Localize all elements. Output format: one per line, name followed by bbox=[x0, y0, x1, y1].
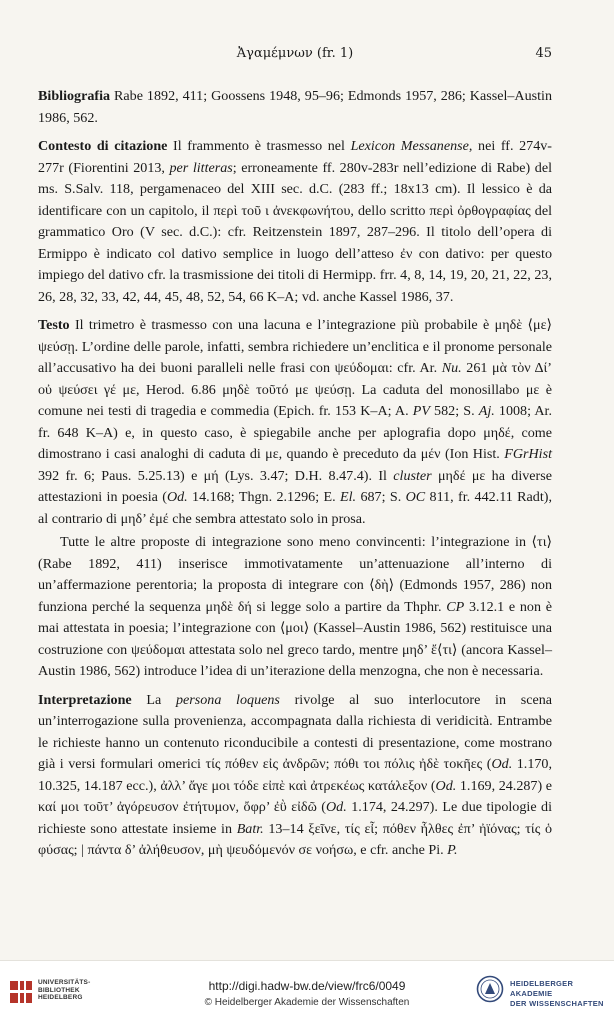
body-text: 1008; Ar. fr. 648 K–A) e, in questo caso, è spiegabile anche per aplografia dopo μηδέ, come dimostrano i casi analoghi di caduta di με, quando è preceduto da μέν (Ion Hist. bbox=[38, 403, 552, 462]
italic-text: Lexicon Messanense bbox=[350, 138, 469, 154]
library-name: UNIVERSITÄTS- BIBLIOTHEK HEIDELBERG bbox=[38, 979, 91, 1001]
academy-name: HEIDELBERGER AKADEMIE DER WISSENSCHAFTEN bbox=[510, 979, 604, 1008]
italic-text: persona loquens bbox=[175, 691, 280, 708]
section-heading: Contesto di citazione bbox=[38, 138, 168, 154]
body-text: 1.174, 24.297). Le due tipologie di richieste sono attestate insieme in bbox=[38, 799, 552, 837]
body-text: 1.170, 10.325, 14.187 ecc.), ἀλλ’ ἄγε μοι τόδε εἰπὲ καὶ ἀτρεκέως κατάλεξον ( bbox=[38, 756, 552, 794]
page-header bbox=[38, 46, 552, 66]
academy-seal-icon[interactable] bbox=[476, 975, 504, 1003]
body-text: Il trimetro è trasmesso con una lacuna e l’integrazione più probabile è μηδὲ ⟨με⟩ ψεύσῃ. L’ordine delle parole, infatti, sembra richiedere un’enclitica e il pronome personale all’accusativo ha dei buoni paralleli nelle frasi con ψεύδομαι: cfr. Ar. bbox=[38, 317, 552, 376]
body-text: 582; S. bbox=[429, 403, 479, 419]
document-url[interactable]: http://digi.hadw-bw.de/view/frc6/0049 bbox=[208, 979, 406, 993]
italic-text: PV bbox=[412, 403, 430, 419]
body-text: μηδέ με ha diverse attestazioni in poesia ( bbox=[38, 467, 552, 505]
italic-text: Od. bbox=[166, 489, 188, 505]
section-heading: Testo bbox=[38, 317, 70, 333]
page-number: 45 bbox=[535, 46, 552, 61]
body-text: Tutte le altre proposte di integrazione sono meno convincenti: l’integrazione in ⟨τι⟩ (Rabe 1892, 411) inserisce immotivatamente un’attenuazione all’interno di un’affermazione perentoria; la proposta di integrare con ⟨δὴ⟩ (Edmonds 1957, 286) non funziona perché la sequenza μηδὲ δή si legge solo a partire da Thphr. bbox=[38, 534, 552, 615]
body-text: 1.169, 24.287) e καί μοι τοῦτ’ ἀγόρευσον ἐτήτυμον, ὄφρ’ ἐῢ εἰδῶ ( bbox=[38, 777, 553, 815]
italic-text: cluster bbox=[393, 467, 432, 484]
body-text: 687; S. bbox=[356, 489, 406, 505]
body-text: 3.12.1 e non è mai attestata in poesia; l’integrazione con ⟨μοι⟩ (Kassel–Austin 1986, 562) restituisce una costruzione con ψεύδομαι attestata solo nel greco tardo, mentre μηδ’ ἔ⟨τι⟩ (ancora Kassel–Austin 1986, 562) introduce l’idea di un’iterazione della menzogna, che non è necessaria. bbox=[38, 598, 552, 679]
page-body bbox=[38, 86, 552, 869]
body-text: , nei ff. 274v-277r (Fiorentini 2013, bbox=[38, 138, 553, 176]
body-text: 13–14 ξεῖνε, τίς εἶ; πόθεν ἦλθες ἐπ’ ἠϊόνας; τίς ὁ φύσας; | πάντα δ’ ἀλήθευσον, μὴ ψευδόμενόν σε νοήσω, e cfr. anche Pi. bbox=[38, 820, 553, 858]
italic-text: OC bbox=[405, 489, 426, 505]
italic-text: FGrHist bbox=[504, 446, 552, 462]
body-text: 811, fr. 442.11 Radt), al contrario di μηδ’ ἐμέ che sembra attestato solo in prosa. bbox=[38, 489, 552, 527]
italic-text: CP bbox=[446, 598, 465, 615]
body-text: 261 μὰ τὸν Δί’ οὐ ψεύσει γέ με, Herod. 6.86 μηδὲ τοῦτό με ψεύσῃ. La caduta del monosillabo με è comune nei testi di tragedia e commedia (Epich. fr. 153 K–A; A. bbox=[38, 360, 552, 419]
italic-text: El. bbox=[340, 489, 357, 505]
section-testo bbox=[38, 315, 552, 530]
section-integrazioni bbox=[38, 532, 552, 683]
italic-text: Od. bbox=[326, 799, 347, 815]
body-text: Rabe 1892, 411; Goossens 1948, 95–96; Edmonds 1957, 286; Kassel–Austin 1986, 562. bbox=[38, 88, 552, 126]
body-text: Il frammento è trasmesso nel bbox=[167, 138, 351, 154]
body-text: La bbox=[131, 691, 176, 708]
copyright-notice: © Heidelberger Akademie der Wissenschaften bbox=[204, 997, 410, 1008]
italic-text: Nu. bbox=[441, 360, 462, 376]
italic-text: per litteras bbox=[169, 159, 233, 176]
italic-text: Od. bbox=[491, 756, 513, 772]
section-contesto bbox=[38, 136, 552, 308]
body-text: 392 fr. 6; Paus. 5.25.13) e μή (Lys. 3.47; D.H. 8.47.4). Il bbox=[38, 467, 394, 484]
body-text: 14.168; Thgn. 2.1296; E. bbox=[187, 489, 341, 505]
italic-text: Od. bbox=[435, 777, 457, 794]
section-interpretazione bbox=[38, 690, 552, 862]
running-head: Ἀγαμέμνων (fr. 1) bbox=[236, 46, 354, 61]
italic-text: P. bbox=[447, 842, 458, 858]
section-heading: Bibliografia bbox=[38, 88, 111, 104]
body-text: ; erroneamente ff. 280v-283r nell’edizione di Rabe) del ms. S.Salv. 118, pergamenaceo del XIII sec. d.C. (283 ff.; 18x13 cm). Il lessico è da identificare con un capitolo, il περὶ τοῦ ι ἀνεκφωνήτου, dello scritto περὶ ὀρθογραφίας del grammatico Oro (V sec. d.C.): cfr. Reitzenstein 1897, 287–296. Il titolo dell’opera di Ermippo è indicato col dativo semplice in luogo dell’atteso ἐν con dativo: per questo impiego del dativo cfr. la trasmissione dei titoli di Hermipp. frr. 4, 8, 14, 19, 20, 21, 22, 23, 26, 28, 32, 33, 42, 44, 45, 48, 52, 54, 66 K–A; vd. anche Kassel 1986, 37. bbox=[38, 159, 552, 305]
section-heading: Interpretazione bbox=[38, 691, 132, 708]
section-bibliografia bbox=[38, 86, 552, 129]
italic-text: Batr. bbox=[236, 820, 264, 837]
viewer-footer bbox=[0, 960, 614, 1017]
body-text: rivolge al suo interlocutore in scena un’interrogazione sulla provenienza, accompagnata dalla richiesta di veridicità. Entrambe le richieste hanno un contenuto riconducibile a contesti di presentazione, come mostrano già i versi formulari omerici τίς πόθεν εἰς ἀνδρῶν; πόθι τοι πόλις ἠδὲ τοκῆες ( bbox=[38, 691, 553, 772]
italic-text: Aj. bbox=[478, 403, 495, 419]
